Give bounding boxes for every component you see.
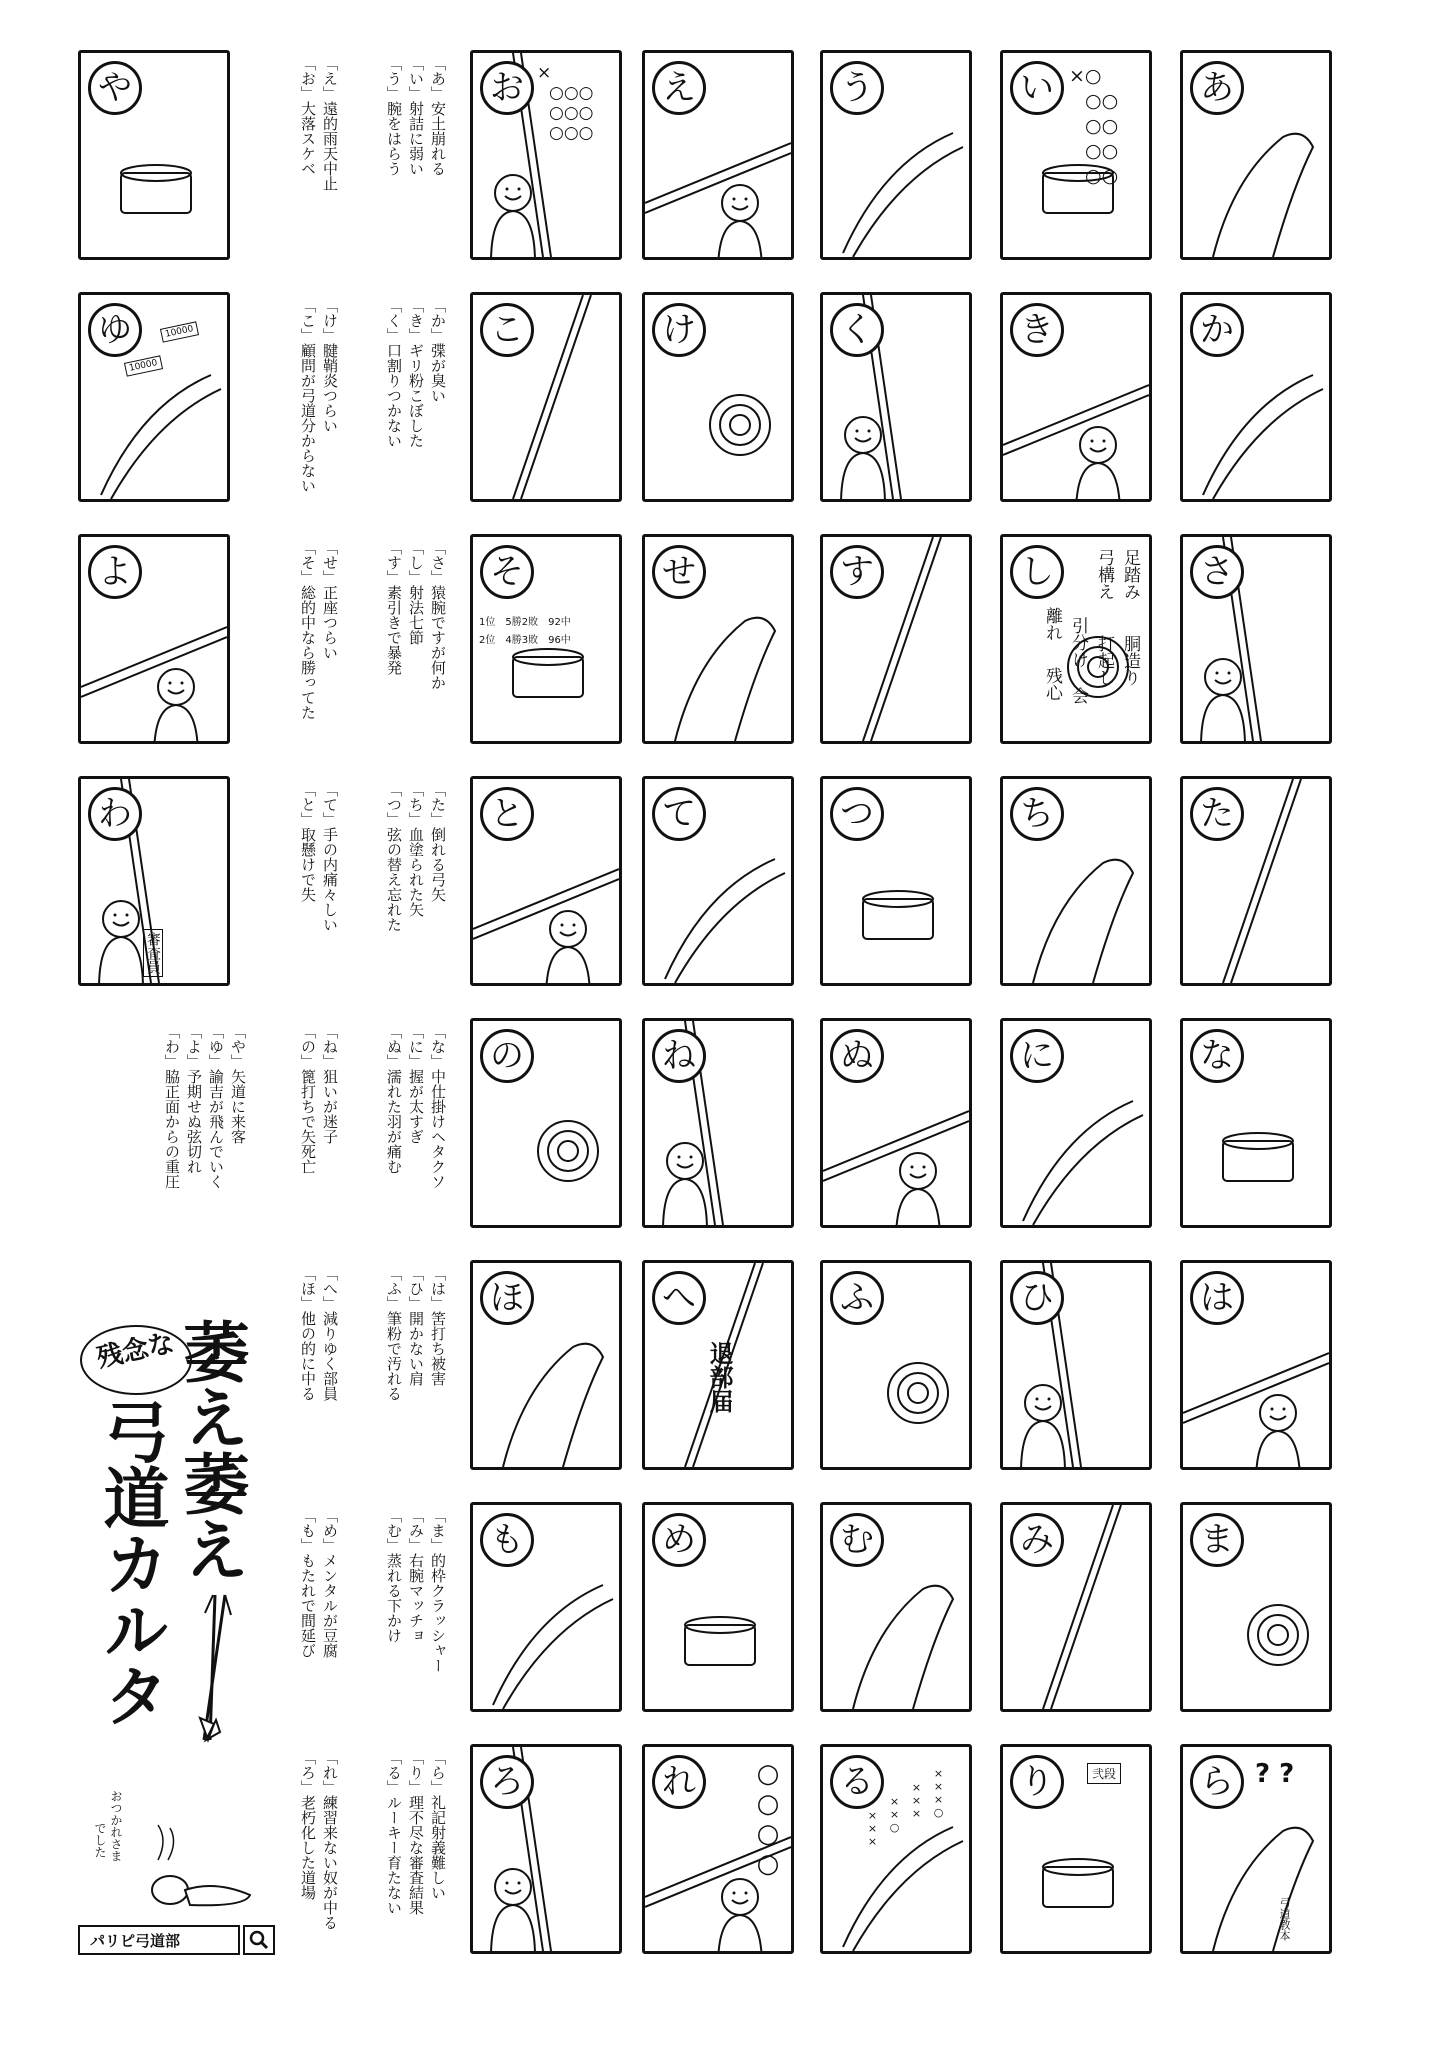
rank-label: 弐段 <box>1087 1763 1121 1784</box>
question-marks: ? ? <box>1255 1759 1295 1789</box>
hit-record-column: ××× <box>910 1781 923 1820</box>
karuta-card[interactable] <box>470 292 622 502</box>
karuta-phrase: 「そ」総的中なら勝ってた <box>299 540 317 720</box>
karuta-card[interactable] <box>78 292 230 502</box>
karuta-phrase: 「ほ」他の的に中る <box>299 1266 317 1401</box>
hit-record-row: ○○ <box>1085 140 1119 162</box>
karuta-card[interactable] <box>78 534 230 744</box>
card-kana: い <box>1010 61 1064 115</box>
card-kana: て <box>652 787 706 841</box>
card-kana: そ <box>480 545 534 599</box>
card-kana: さ <box>1190 545 1244 599</box>
karuta-card[interactable] <box>642 534 794 744</box>
karuta-phrase: 「え」遠的雨天中止 <box>321 56 339 191</box>
hit-record-row: ○○○ <box>549 103 594 123</box>
card-kana: ら <box>1190 1755 1244 1809</box>
card-kana: ぬ <box>830 1029 884 1083</box>
karuta-card[interactable] <box>1000 1260 1152 1470</box>
karuta-card[interactable] <box>470 776 622 986</box>
karuta-phrase: 「ひ」開かない肩 <box>407 1266 425 1386</box>
karuta-card[interactable] <box>470 1260 622 1470</box>
shaho-step: 胴造り <box>1120 635 1140 686</box>
karuta-phrase: 「か」弽が臭い <box>429 298 447 403</box>
card-kana: わ <box>88 787 142 841</box>
karuta-card[interactable] <box>1180 50 1332 260</box>
karuta-phrase: 「あ」安土崩れる <box>429 56 447 176</box>
karuta-phrase: 「ま」的枠クラッシャー <box>429 1508 447 1673</box>
karuta-phrase: 「こ」顧問が弓道分からない <box>299 298 317 493</box>
karuta-card[interactable] <box>820 534 972 744</box>
card-kana: し <box>1010 545 1064 599</box>
card-kana: ふ <box>830 1271 884 1325</box>
karuta-phrase: 「お」大落スケベ <box>299 56 317 176</box>
karuta-card[interactable] <box>1000 1502 1152 1712</box>
karuta-card[interactable] <box>820 50 972 260</box>
signoff-line-2: でした <box>93 1822 107 1858</box>
karuta-phrase: 「ろ」老朽化した道場 <box>299 1750 317 1900</box>
karuta-phrase: 「も」もたれで間延び <box>299 1508 317 1658</box>
title-line-1: 萎え萎え <box>172 1318 250 1582</box>
banknote: 10000 <box>124 355 163 376</box>
karuta-card[interactable] <box>820 1502 972 1712</box>
karuta-phrase: 「つ」弦の替え忘れた <box>385 782 403 932</box>
karuta-phrase: 「り」理不尽な審査結果 <box>407 1750 425 1915</box>
shaho-step: 打起し <box>1094 635 1114 686</box>
hit-record-column: ××× <box>866 1809 879 1848</box>
karuta-card[interactable] <box>1000 1018 1152 1228</box>
title-line-2: 弓道カルタ <box>92 1398 170 1728</box>
karuta-phrase: 「と」取懸けで失 <box>299 782 317 902</box>
shaho-step: 弓構え <box>1094 549 1114 600</box>
card-kana: へ <box>652 1271 706 1325</box>
karuta-card[interactable] <box>1000 292 1152 502</box>
card-kana: け <box>652 303 706 357</box>
card-kana: や <box>88 61 142 115</box>
karuta-card[interactable] <box>470 50 622 260</box>
karuta-phrase: 「け」腱鞘炎つらい <box>321 298 339 433</box>
resignation-letter: 退部届 <box>705 1341 733 1413</box>
karuta-card[interactable] <box>642 776 794 986</box>
hit-record-row: ○○ <box>1085 115 1119 137</box>
karuta-card[interactable] <box>820 776 972 986</box>
banknote: 10000 <box>160 321 199 342</box>
card-kana: よ <box>88 545 142 599</box>
card-kana: く <box>830 303 884 357</box>
card-kana: め <box>652 1513 706 1567</box>
arrows-illustration <box>180 1590 250 1750</box>
karuta-phrase: 「へ」減りゆく部員 <box>321 1266 339 1401</box>
card-kana: と <box>480 787 534 841</box>
karuta-phrase: 「せ」正座つらい <box>321 540 339 660</box>
card-kana: せ <box>652 545 706 599</box>
card-kana: た <box>1190 787 1244 841</box>
karuta-card[interactable] <box>1000 776 1152 986</box>
karuta-phrase: 「ち」血塗られた矢 <box>407 782 425 917</box>
card-kana: り <box>1010 1755 1064 1809</box>
card-kana: の <box>480 1029 534 1083</box>
karuta-phrase: 「や」矢道に来客 <box>229 1024 247 1144</box>
card-kana: な <box>1190 1029 1244 1083</box>
karuta-phrase: 「れ」練習来ない奴が中る <box>321 1750 339 1930</box>
karuta-phrase: 「に」握が太すぎ <box>407 1024 425 1144</box>
karuta-phrase: 「さ」猿腕ですが何か <box>429 540 447 690</box>
card-kana: お <box>480 61 534 115</box>
karuta-card[interactable] <box>470 534 622 744</box>
karuta-card[interactable] <box>1180 1502 1332 1712</box>
karuta-card[interactable] <box>642 1744 794 1954</box>
karuta-card[interactable] <box>642 1260 794 1470</box>
search-box[interactable]: パリピ弓道部 <box>78 1925 240 1955</box>
karuta-phrase: 「う」腕をはらう <box>385 56 403 176</box>
karuta-card[interactable] <box>642 1018 794 1228</box>
card-kana: う <box>830 61 884 115</box>
card-kana: あ <box>1190 61 1244 115</box>
karuta-card[interactable] <box>1180 534 1332 744</box>
hit-record-row: ○○○ <box>549 123 594 143</box>
card-kana: こ <box>480 303 534 357</box>
karuta-card[interactable] <box>470 1018 622 1228</box>
tournament-result: 1位 5勝2敗 92中 <box>479 617 571 628</box>
card-kana: つ <box>830 787 884 841</box>
karuta-card[interactable] <box>78 50 230 260</box>
karuta-phrase: 「い」射詰に弱い <box>407 56 425 176</box>
karuta-phrase: 「き」ギリ粉こぼした <box>407 298 425 448</box>
karuta-card[interactable] <box>642 50 794 260</box>
card-kana: は <box>1190 1271 1244 1325</box>
lying-figure-illustration <box>140 1820 260 1910</box>
card-kana: も <box>480 1513 534 1567</box>
card-kana: る <box>830 1755 884 1809</box>
card-kana: ほ <box>480 1271 534 1325</box>
card-kana: ね <box>652 1029 706 1083</box>
shaho-step: 足踏み <box>1120 549 1140 600</box>
hit-record-column: ○○○○ <box>753 1759 783 1879</box>
karuta-card[interactable] <box>642 292 794 502</box>
tournament-result: 2位 4勝3敗 96中 <box>479 635 571 646</box>
karuta-phrase: 「て」手の内痛々しい <box>321 782 339 932</box>
hit-record-column: ××○ <box>888 1795 901 1834</box>
card-kana: き <box>1010 303 1064 357</box>
hit-record-row: ○○○ <box>549 83 594 103</box>
search-button[interactable] <box>243 1925 275 1955</box>
karuta-phrase: 「た」倒れる弓矢 <box>429 782 447 902</box>
hit-record-row: ×○ <box>1069 65 1102 87</box>
karuta-card[interactable] <box>1000 50 1152 260</box>
karuta-card[interactable] <box>1180 1744 1332 1954</box>
card-kana: ま <box>1190 1513 1244 1567</box>
shaho-step: 残心 <box>1042 667 1062 701</box>
karuta-card[interactable] <box>470 1502 622 1712</box>
karuta-phrase: 「す」素引きで暴発 <box>385 540 403 675</box>
hit-record-row: ○○ <box>1085 90 1119 112</box>
karuta-card[interactable] <box>78 776 230 986</box>
karuta-card[interactable] <box>470 1744 622 1954</box>
card-kana: み <box>1010 1513 1064 1567</box>
karuta-phrase: 「め」メンタルが豆腐 <box>321 1508 339 1658</box>
karuta-phrase: 「な」中仕掛けヘタクソ <box>429 1024 447 1189</box>
card-kana: ひ <box>1010 1271 1064 1325</box>
karuta-card[interactable] <box>1180 292 1332 502</box>
examiner-label: 審査員 <box>143 929 163 977</box>
card-kana: か <box>1190 303 1244 357</box>
karuta-phrase: 「く」口割りつかない <box>385 298 403 448</box>
karuta-phrase: 「は」筈打ち被害 <box>429 1266 447 1386</box>
karuta-card[interactable] <box>820 1018 972 1228</box>
karuta-phrase: 「し」射法七節 <box>407 540 425 645</box>
karuta-phrase: 「ぬ」濡れた羽が痛む <box>385 1024 403 1174</box>
karuta-phrase: 「ゆ」諭吉が飛んでいく <box>207 1024 225 1189</box>
hit-record-row: × <box>537 63 552 83</box>
karuta-card[interactable] <box>642 1502 794 1712</box>
card-kana: ち <box>1010 787 1064 841</box>
karuta-card[interactable] <box>1000 1744 1152 1954</box>
card-kana: れ <box>652 1755 706 1809</box>
karuta-card[interactable] <box>820 292 972 502</box>
subtitle-bubble-text: 残念な <box>94 1328 177 1374</box>
card-kana: え <box>652 61 706 115</box>
card-kana: む <box>830 1513 884 1567</box>
shaho-step: 引分け <box>1068 617 1088 668</box>
signoff-line-1: おつかれさま <box>109 1790 123 1862</box>
hit-record-row: ○○ <box>1085 165 1119 187</box>
karuta-card[interactable] <box>1180 776 1332 986</box>
hit-record-column: ×××○ <box>932 1767 945 1819</box>
karuta-phrase: 「ら」礼記射義難しい <box>429 1750 447 1900</box>
search-icon <box>249 1930 269 1950</box>
karuta-phrase: 「わ」脇正面からの重圧 <box>163 1024 181 1189</box>
karuta-card[interactable] <box>1180 1260 1332 1470</box>
card-kana: す <box>830 545 884 599</box>
shaho-step: 離れ <box>1042 607 1062 641</box>
karuta-phrase: 「ふ」筆粉で汚れる <box>385 1266 403 1401</box>
karuta-card[interactable] <box>1000 534 1152 744</box>
karuta-phrase: 「の」篦打ちで矢死亡 <box>299 1024 317 1174</box>
book-title: 弓道教本 <box>1278 1897 1291 1941</box>
karuta-phrase: 「よ」予期せぬ弦切れ <box>185 1024 203 1174</box>
karuta-phrase: 「ね」狙いが迷子 <box>321 1024 339 1144</box>
karuta-card[interactable] <box>1180 1018 1332 1228</box>
card-kana: ろ <box>480 1755 534 1809</box>
karuta-phrase: 「み」右腕マッチョ <box>407 1508 425 1643</box>
shaho-step: 会 <box>1068 687 1088 704</box>
card-kana: に <box>1010 1029 1064 1083</box>
karuta-phrase: 「む」蒸れる下かけ <box>385 1508 403 1643</box>
card-kana: ゆ <box>88 303 142 357</box>
karuta-card[interactable] <box>820 1260 972 1470</box>
karuta-card[interactable] <box>820 1744 972 1954</box>
karuta-phrase: 「る」ルーキー育たない <box>385 1750 403 1915</box>
